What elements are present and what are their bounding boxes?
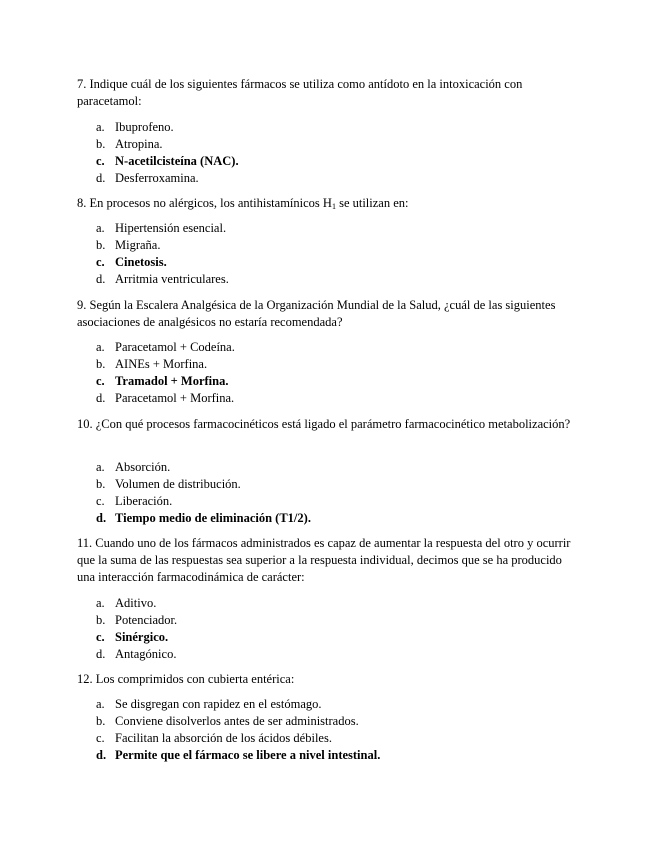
option: a. Aditivo.: [96, 596, 157, 610]
question-11: 11. Cuando uno de los fármacos administrados es capaz de aumentar la respuesta del otro y ocurrir que la suma de las respuestas sea superior a la respuesta individual, decimos que se ha producido una interacción farmacodinámica de carácter:: [77, 536, 571, 584]
option: d. Antagónico.: [96, 647, 177, 661]
option: a. Se disgregan con rapidez en el estómago.: [96, 697, 322, 711]
option-correct: c. N-acetilcisteína (NAC).: [96, 154, 239, 168]
option: c. Facilitan la absorción de los ácidos débiles.: [96, 731, 332, 745]
question-12: 12. Los comprimidos con cubierta entérica:: [77, 672, 295, 686]
option: a. Absorción.: [96, 460, 171, 474]
question-7: 7. Indique cuál de los siguientes fármacos se utiliza como antídoto en la intoxicación con paracetamol:: [77, 77, 523, 108]
option: b. Potenciador.: [96, 613, 178, 627]
option: b. Conviene disolverlos antes de ser administrados.: [96, 714, 359, 728]
question-8: 8. En procesos no alérgicos, los antihistamínicos $H_1$ se utilizan en:: [77, 196, 409, 211]
option: c. Liberación.: [96, 494, 173, 508]
question-9-options: [96, 339, 235, 407]
option-correct: d. Tiempo medio de eliminación (T1/2).: [96, 511, 311, 525]
option: d. Paracetamol + Morfina.: [96, 391, 235, 405]
question-7-options: [96, 119, 239, 187]
option-correct: d. Permite que el fármaco se libere a nivel intestinal.: [96, 748, 381, 762]
question-8-options: [96, 220, 229, 288]
question-9: 9. Según la Escalera Analgésica de la Organización Mundial de la Salud, ¿cuál de las siguientes asociaciones de analgésicos no estaría recomendada?: [77, 298, 556, 329]
option: b. Atropina.: [96, 137, 163, 151]
question-11-options: [96, 595, 177, 663]
option-correct: c. Sinérgico.: [96, 630, 169, 644]
question-12-options: [96, 696, 380, 764]
option-correct: c. Tramadol + Morfina.: [96, 374, 229, 388]
option: a. Ibuprofeno.: [96, 120, 174, 134]
question-10: 10. ¿Con qué procesos farmacocinéticos está ligado el parámetro farmacocinético metabolización?: [77, 417, 571, 431]
option: a. Hipertensión esencial.: [96, 221, 227, 235]
option: a. Paracetamol + Codeína.: [96, 340, 235, 354]
option: d. Arritmia ventriculares.: [96, 272, 229, 286]
option: d. Desferroxamina.: [96, 171, 199, 185]
option: b. Migraña.: [96, 238, 161, 252]
option: b. Volumen de distribución.: [96, 477, 241, 491]
option: b. AINEs + Morfina.: [96, 357, 208, 371]
question-10-options: [96, 459, 311, 527]
option-correct: c. Cinetosis.: [96, 255, 167, 269]
